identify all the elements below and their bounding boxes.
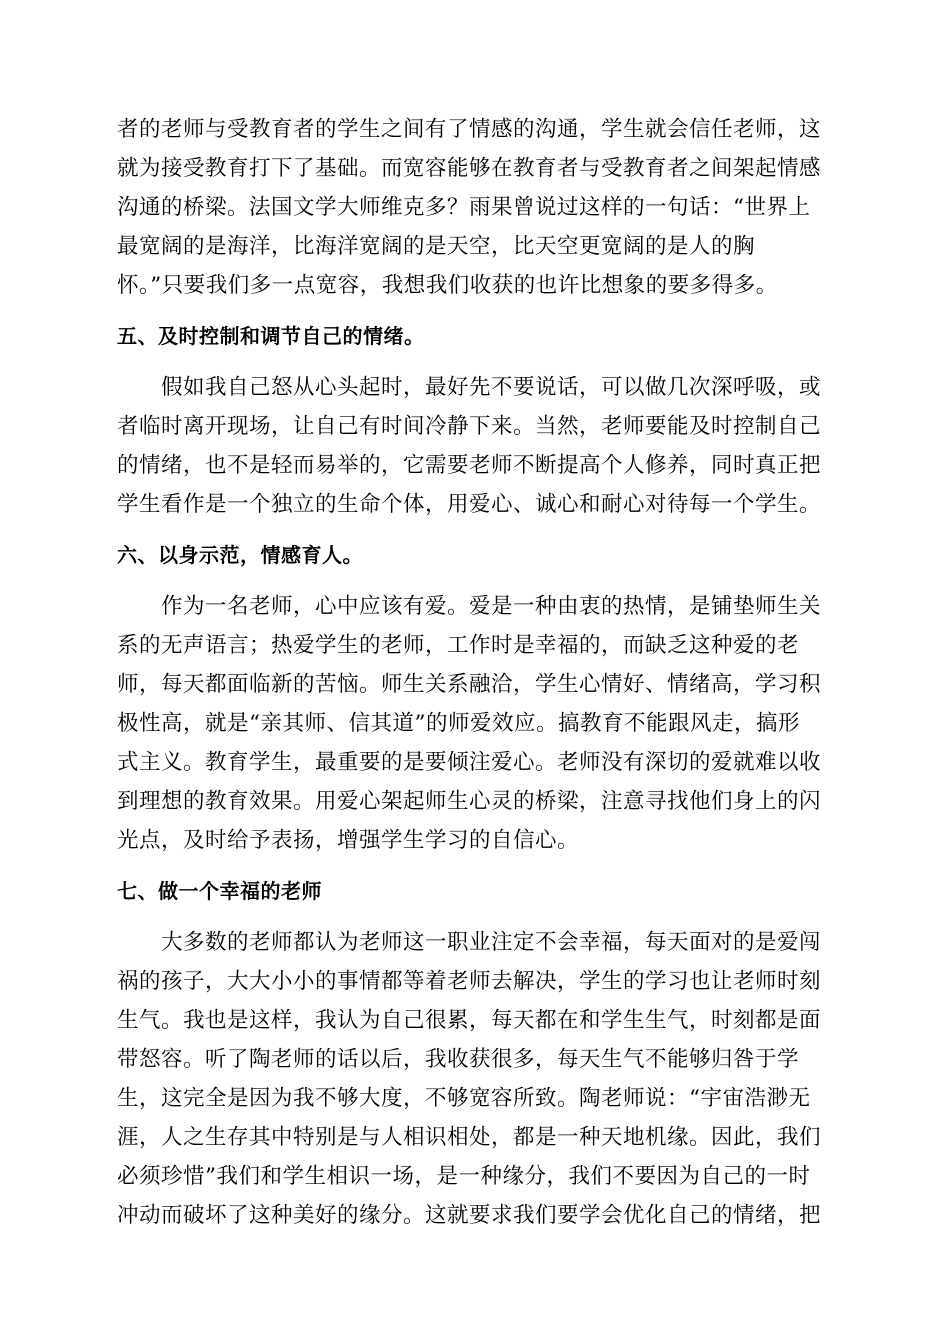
paragraph-tolerance — [117, 110, 833, 305]
document-body — [117, 110, 833, 1235]
text-line: 冲动而破坏了这种美好的缘分。这就要求我们要学会优化自己的情绪，把 — [117, 1203, 822, 1228]
text-line: 作为一名老师，心中应该有爱。爱是一种由衷的热情，是铺垫师生关 — [161, 594, 822, 619]
paragraph-happy-teacher — [117, 923, 833, 1235]
text-line: 到理想的教育效果。用爱心架起师生心灵的桥梁，注意寻找他们身上的闪 — [117, 789, 822, 814]
text-line: 怀。”只要我们多一点宽容，我想我们收获的也许比想象的要多得多。 — [117, 273, 778, 298]
text-line: 系的无声语言；热爱学生的老师，工作时是幸福的，而缺乏这种爱的老 — [117, 633, 800, 658]
text-line: 极性高，就是“亲其师、信其道”的师爱效应。搞教育不能跟风走，搞形 — [117, 711, 800, 736]
section-heading-6: 六、以身示范，情感育人。 — [117, 543, 363, 567]
text-line: 必须珍惜”我们和学生相识一场，是一种缘分，我们不要因为自己的一时 — [117, 1164, 811, 1189]
paragraph-lead-by-example — [117, 587, 833, 860]
text-line: 生气。我也是这样，我认为自己很累，每天都在和学生生气，时刻都是面 — [117, 1008, 822, 1033]
text-line: 学生看作是一个独立的生命个体，用爱心、诚心和耐心对待每一个学生。 — [117, 492, 822, 517]
section-heading-7: 七、做一个幸福的老师 — [117, 879, 322, 903]
text-line: 就为接受教育打下了基础。而宽容能够在教育者与受教育者之间架起情感 — [117, 156, 822, 181]
text-line: 生，这完全是因为我不够大度，不够宽容所致。陶老师说：“宇宙浩渺无 — [117, 1086, 811, 1111]
section-heading-5: 五、及时控制和调节自己的情绪。 — [117, 324, 425, 348]
text-line: 涯，人之生存其中特别是与人相识相处，都是一种天地机缘。因此，我们 — [117, 1125, 822, 1150]
text-line: 假如我自己怒从心头起时，最好先不要说话，可以做几次深呼吸，或 — [161, 375, 822, 400]
text-line: 祸的孩子，大大小小的事情都等着老师去解决，学生的学习也让老师时刻 — [117, 969, 822, 994]
paragraph-emotion-control — [117, 368, 833, 524]
text-line: 大多数的老师都认为老师这一职业注定不会幸福，每天面对的是爱闯 — [161, 930, 822, 955]
text-line: 的情绪，也不是轻而易举的，它需要老师不断提高个人修养，同时真正把 — [117, 453, 822, 478]
text-line: 带怒容。听了陶老师的话以后，我收获很多，每天生气不能够归咎于学 — [117, 1047, 800, 1072]
text-line: 光点，及时给予表扬，增强学生学习的自信心。 — [117, 828, 580, 853]
text-line: 者临时离开现场，让自己有时间冷静下来。当然，老师要能及时控制自己 — [117, 414, 822, 439]
text-line: 最宽阔的是海洋，比海洋宽阔的是天空，比天空更宽阔的是人的胸 — [117, 234, 756, 259]
text-line: 沟通的桥梁。法国文学大师维克多？雨果曾说过这样的一句话：“世界上 — [117, 195, 811, 220]
text-line: 师，每天都面临新的苦恼。师生关系融洽，学生心情好、情绪高，学习积 — [117, 672, 822, 697]
text-line: 式主义。教育学生，最重要的是要倾注爱心。老师没有深切的爱就难以收 — [117, 750, 822, 775]
text-line: 者的老师与受教育者的学生之间有了情感的沟通，学生就会信任老师，这 — [117, 117, 822, 142]
